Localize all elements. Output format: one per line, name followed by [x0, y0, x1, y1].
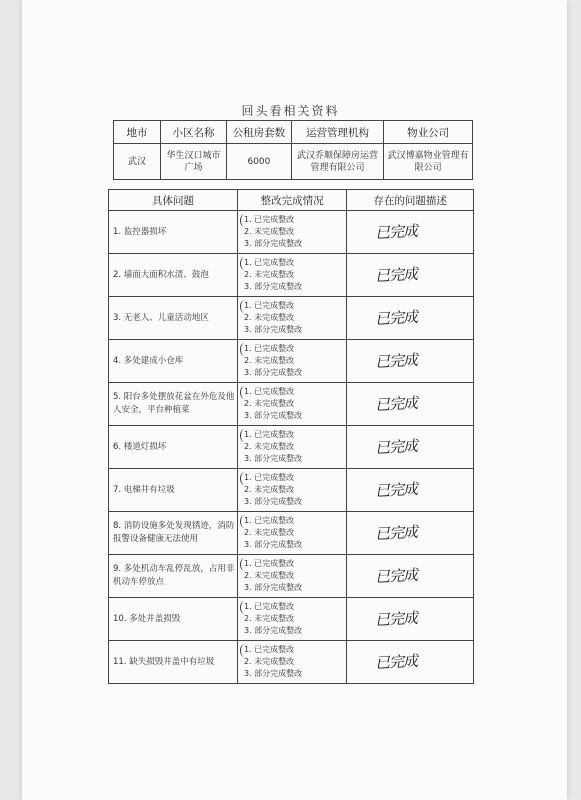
handwritten-note: 已完成: [374, 307, 418, 329]
status-options: [237, 211, 346, 254]
issues-header-row: [109, 190, 474, 211]
header-description: 存在的问题描述: [347, 190, 474, 211]
header-property-company: 物业公司: [384, 121, 473, 144]
header-community-name: 小区名称: [161, 121, 227, 144]
handwritten-note: 已完成: [374, 436, 418, 458]
table-row: [109, 555, 474, 598]
description-cell: [347, 555, 474, 598]
status-option: 1. 已完成整改: [243, 559, 295, 568]
status-options: [237, 426, 346, 469]
info-header-row: [114, 121, 473, 144]
handwritten-check-mark: [240, 214, 249, 227]
status-option: 2. 未完成整改: [243, 442, 295, 451]
cell-operator: 武汉乔顺保障房运营管理有限公司: [291, 144, 383, 180]
issue-text: 1. 监控器损坏: [109, 211, 238, 254]
status-options: [237, 598, 346, 641]
description-cell: [347, 297, 474, 340]
info-data-row: [114, 144, 473, 180]
handwritten-check-mark: [240, 257, 249, 270]
description-cell: [347, 211, 474, 254]
issue-text: 2. 墙面大面积水渍、鼓泡: [109, 254, 238, 297]
handwritten-note: 已完成: [374, 264, 418, 286]
status-option: 3. 部分完成整改: [243, 325, 303, 334]
description-cell: [347, 469, 474, 512]
handwritten-check-mark: [240, 300, 249, 313]
status-option: 3. 部分完成整改: [243, 282, 303, 291]
table-row: [109, 598, 474, 641]
status-option: 3. 部分完成整改: [243, 540, 303, 549]
status-option: 2. 未完成整改: [243, 485, 295, 494]
status-option: 3. 部分完成整改: [243, 669, 303, 678]
header-operator: 运营管理机构: [291, 121, 383, 144]
issues-table: [108, 189, 474, 684]
description-cell: [347, 254, 474, 297]
status-option: 1. 已完成整改: [243, 602, 295, 611]
handwritten-check-mark: [240, 386, 249, 399]
status-option: 2. 未完成整改: [243, 614, 295, 623]
issue-text: 4. 多处建成小仓库: [109, 340, 238, 383]
status-option: 1. 已完成整改: [243, 344, 295, 353]
status-option: 1. 已完成整改: [243, 258, 295, 267]
table-row: [109, 211, 474, 254]
status-option: 3. 部分完成整改: [243, 626, 303, 635]
handwritten-note: 已完成: [374, 651, 418, 673]
cell-property-company: 武汉博嘉物业管理有限公司: [384, 144, 473, 180]
status-option: 2. 未完成整改: [243, 356, 295, 365]
status-option: 3. 部分完成整改: [243, 454, 303, 463]
description-cell: [347, 512, 474, 555]
issue-text: 8. 消防设施多处发现锈迹，消防报警设备健康无法使用: [109, 512, 238, 555]
status-option: 2. 未完成整改: [243, 571, 295, 580]
handwritten-check-mark: [240, 343, 249, 356]
status-options: [237, 555, 346, 598]
status-options: [237, 469, 346, 512]
description-cell: [347, 426, 474, 469]
header-status: 整改完成情况: [237, 190, 346, 211]
handwritten-check-mark: [240, 472, 249, 485]
table-row: [109, 469, 474, 512]
status-option: 2. 未完成整改: [243, 313, 295, 322]
status-option: 1. 已完成整改: [243, 387, 295, 396]
status-options: [237, 641, 346, 684]
status-option: 3. 部分完成整改: [243, 368, 303, 377]
document-title: 回头看相关资料: [241, 104, 340, 118]
status-option: 1. 已完成整改: [243, 516, 295, 525]
issue-text: 10. 多处井盖损毁: [109, 598, 238, 641]
table-row: [109, 426, 474, 469]
header-housing-units: 公租房套数: [227, 121, 292, 144]
table-row: [109, 641, 474, 684]
handwritten-note: 已完成: [374, 350, 418, 372]
handwritten-check-mark: [240, 515, 249, 528]
table-row: [109, 512, 474, 555]
cell-city: 武汉: [114, 144, 161, 180]
status-option: 1. 已完成整改: [243, 301, 295, 310]
issue-text: 11. 缺失损毁井盖中有垃圾: [109, 641, 238, 684]
handwritten-check-mark: [240, 429, 249, 442]
table-row: [109, 254, 474, 297]
status-options: [237, 512, 346, 555]
handwritten-check-mark: [240, 558, 249, 571]
handwritten-note: 已完成: [374, 522, 418, 544]
issue-text: 6. 楼道灯损坏: [109, 426, 238, 469]
status-option: 1. 已完成整改: [243, 215, 295, 224]
issue-text: 3. 无老人、儿童活动地区: [109, 297, 238, 340]
issue-text: 9. 多处机动车乱停乱放，占用非机动车停放点: [109, 555, 238, 598]
community-info-table: [113, 120, 473, 180]
cell-housing-units: 6000: [227, 144, 292, 180]
status-options: [237, 254, 346, 297]
handwritten-note: 已完成: [374, 608, 418, 630]
status-option: 1. 已完成整改: [243, 473, 295, 482]
header-city: 地市: [114, 121, 161, 144]
status-option: 3. 部分完成整改: [243, 583, 303, 592]
status-option: 2. 未完成整改: [243, 270, 295, 279]
description-cell: [347, 598, 474, 641]
table-row: [109, 383, 474, 426]
status-option: 3. 部分完成整改: [243, 239, 303, 248]
description-cell: [347, 641, 474, 684]
handwritten-check-mark: [240, 601, 249, 614]
handwritten-note: 已完成: [374, 221, 418, 243]
header-issue: 具体问题: [109, 190, 238, 211]
issue-text: 7. 电梯井有垃圾: [109, 469, 238, 512]
table-row: [109, 340, 474, 383]
status-option: 2. 未完成整改: [243, 657, 295, 666]
status-option: 2. 未完成整改: [243, 399, 295, 408]
status-options: [237, 383, 346, 426]
handwritten-note: 已完成: [374, 565, 418, 587]
status-option: 1. 已完成整改: [243, 430, 295, 439]
description-cell: [347, 383, 474, 426]
status-options: [237, 297, 346, 340]
handwritten-check-mark: [240, 644, 249, 657]
handwritten-note: 已完成: [374, 393, 418, 415]
status-option: 2. 未完成整改: [243, 227, 295, 236]
status-option: 3. 部分完成整改: [243, 497, 303, 506]
status-option: 3. 部分完成整改: [243, 411, 303, 420]
issue-text: 5. 阳台多处摆放花盆在外危及他人安全，平台种植菜: [109, 383, 238, 426]
status-option: 1. 已完成整改: [243, 645, 295, 654]
status-option: 2. 未完成整改: [243, 528, 295, 537]
status-options: [237, 340, 346, 383]
cell-community-name: 华生汉口城市广场: [161, 144, 227, 180]
description-cell: [347, 340, 474, 383]
handwritten-note: 已完成: [374, 479, 418, 501]
table-row: [109, 297, 474, 340]
